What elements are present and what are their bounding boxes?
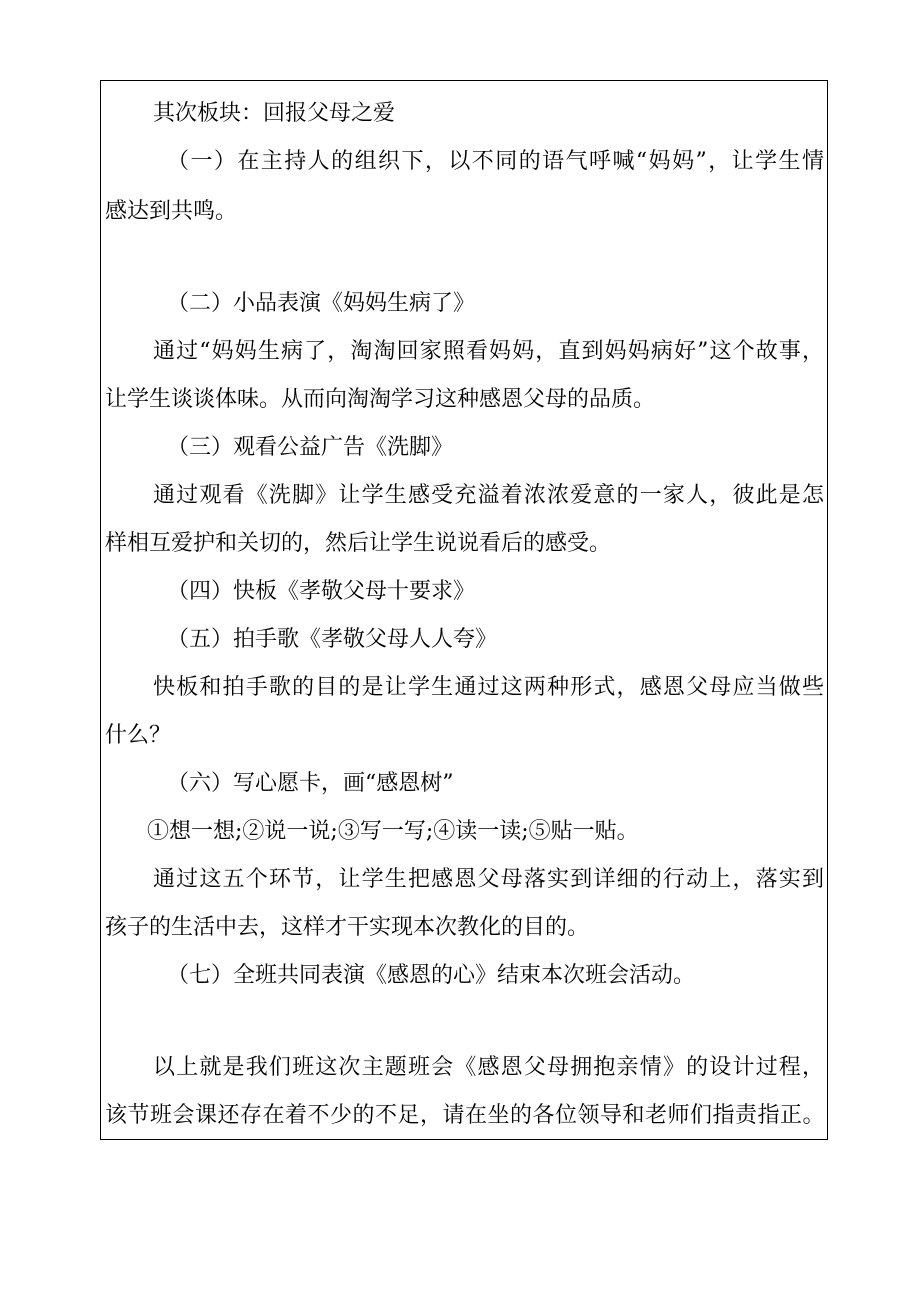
paragraph-line: 让学生谈谈体味。从而向淘淘学习这种感恩父母的品质。 — [105, 387, 656, 412]
paragraph-line: 快板和拍手歌的目的是让学生通过这两种形式，感恩父母应当做些 — [153, 675, 824, 700]
paragraph-line: 该节班会课还存在着不少的不足，请在坐的各位领导和老师们指责指正。 — [105, 1103, 824, 1128]
paragraph-line: 感达到共鸣。 — [105, 199, 238, 224]
paragraph-line: 通过这五个环节，让学生把感恩父母落实到详细的行动上，落实到 — [153, 867, 824, 892]
paragraph-line: （一）在主持人的组织下，以不同的语气呼喊“妈妈”，让学生情 — [167, 149, 824, 174]
table-cell-frame — [100, 80, 828, 1140]
item-heading: （五）拍手歌《孝敬父母人人夸》 — [167, 627, 498, 652]
item-heading: （七）全班共同表演《感恩的心》结束本次班会活动。 — [167, 963, 696, 988]
item-heading: （四）快板《孝敬父母十要求》 — [167, 579, 476, 604]
paragraph-line: 通过“妈妈生病了，淘淘回家照看妈妈，直到妈妈病好”这个故事， — [153, 339, 824, 364]
item-heading: （三）观看公益广告《洗脚》 — [167, 435, 454, 460]
paragraph-line: 以上就是我们班这次主题班会《感恩父母拥抱亲情》的设计过程， — [153, 1055, 824, 1080]
paragraph-line: 孩子的生活中去，这样才干实现本次教化的目的。 — [105, 915, 590, 940]
paragraph-line: 通过观看《洗脚》让学生感受充溢着浓浓爱意的一家人，彼此是怎 — [153, 483, 824, 508]
paragraph-line: 样相互爱护和关切的，然后让学生说说看后的感受。 — [105, 531, 612, 556]
section-heading: 其次板块：回报父母之爱 — [153, 101, 396, 126]
item-heading: （二）小品表演《妈妈生病了》 — [167, 291, 476, 316]
item-heading: （六）写心愿卡，画“感恩树” — [167, 771, 454, 796]
paragraph-line: ①想一想;②说一说;③写一写;④读一读;⑤贴一贴。 — [147, 819, 639, 844]
paragraph-line: 什么？ — [105, 723, 172, 748]
